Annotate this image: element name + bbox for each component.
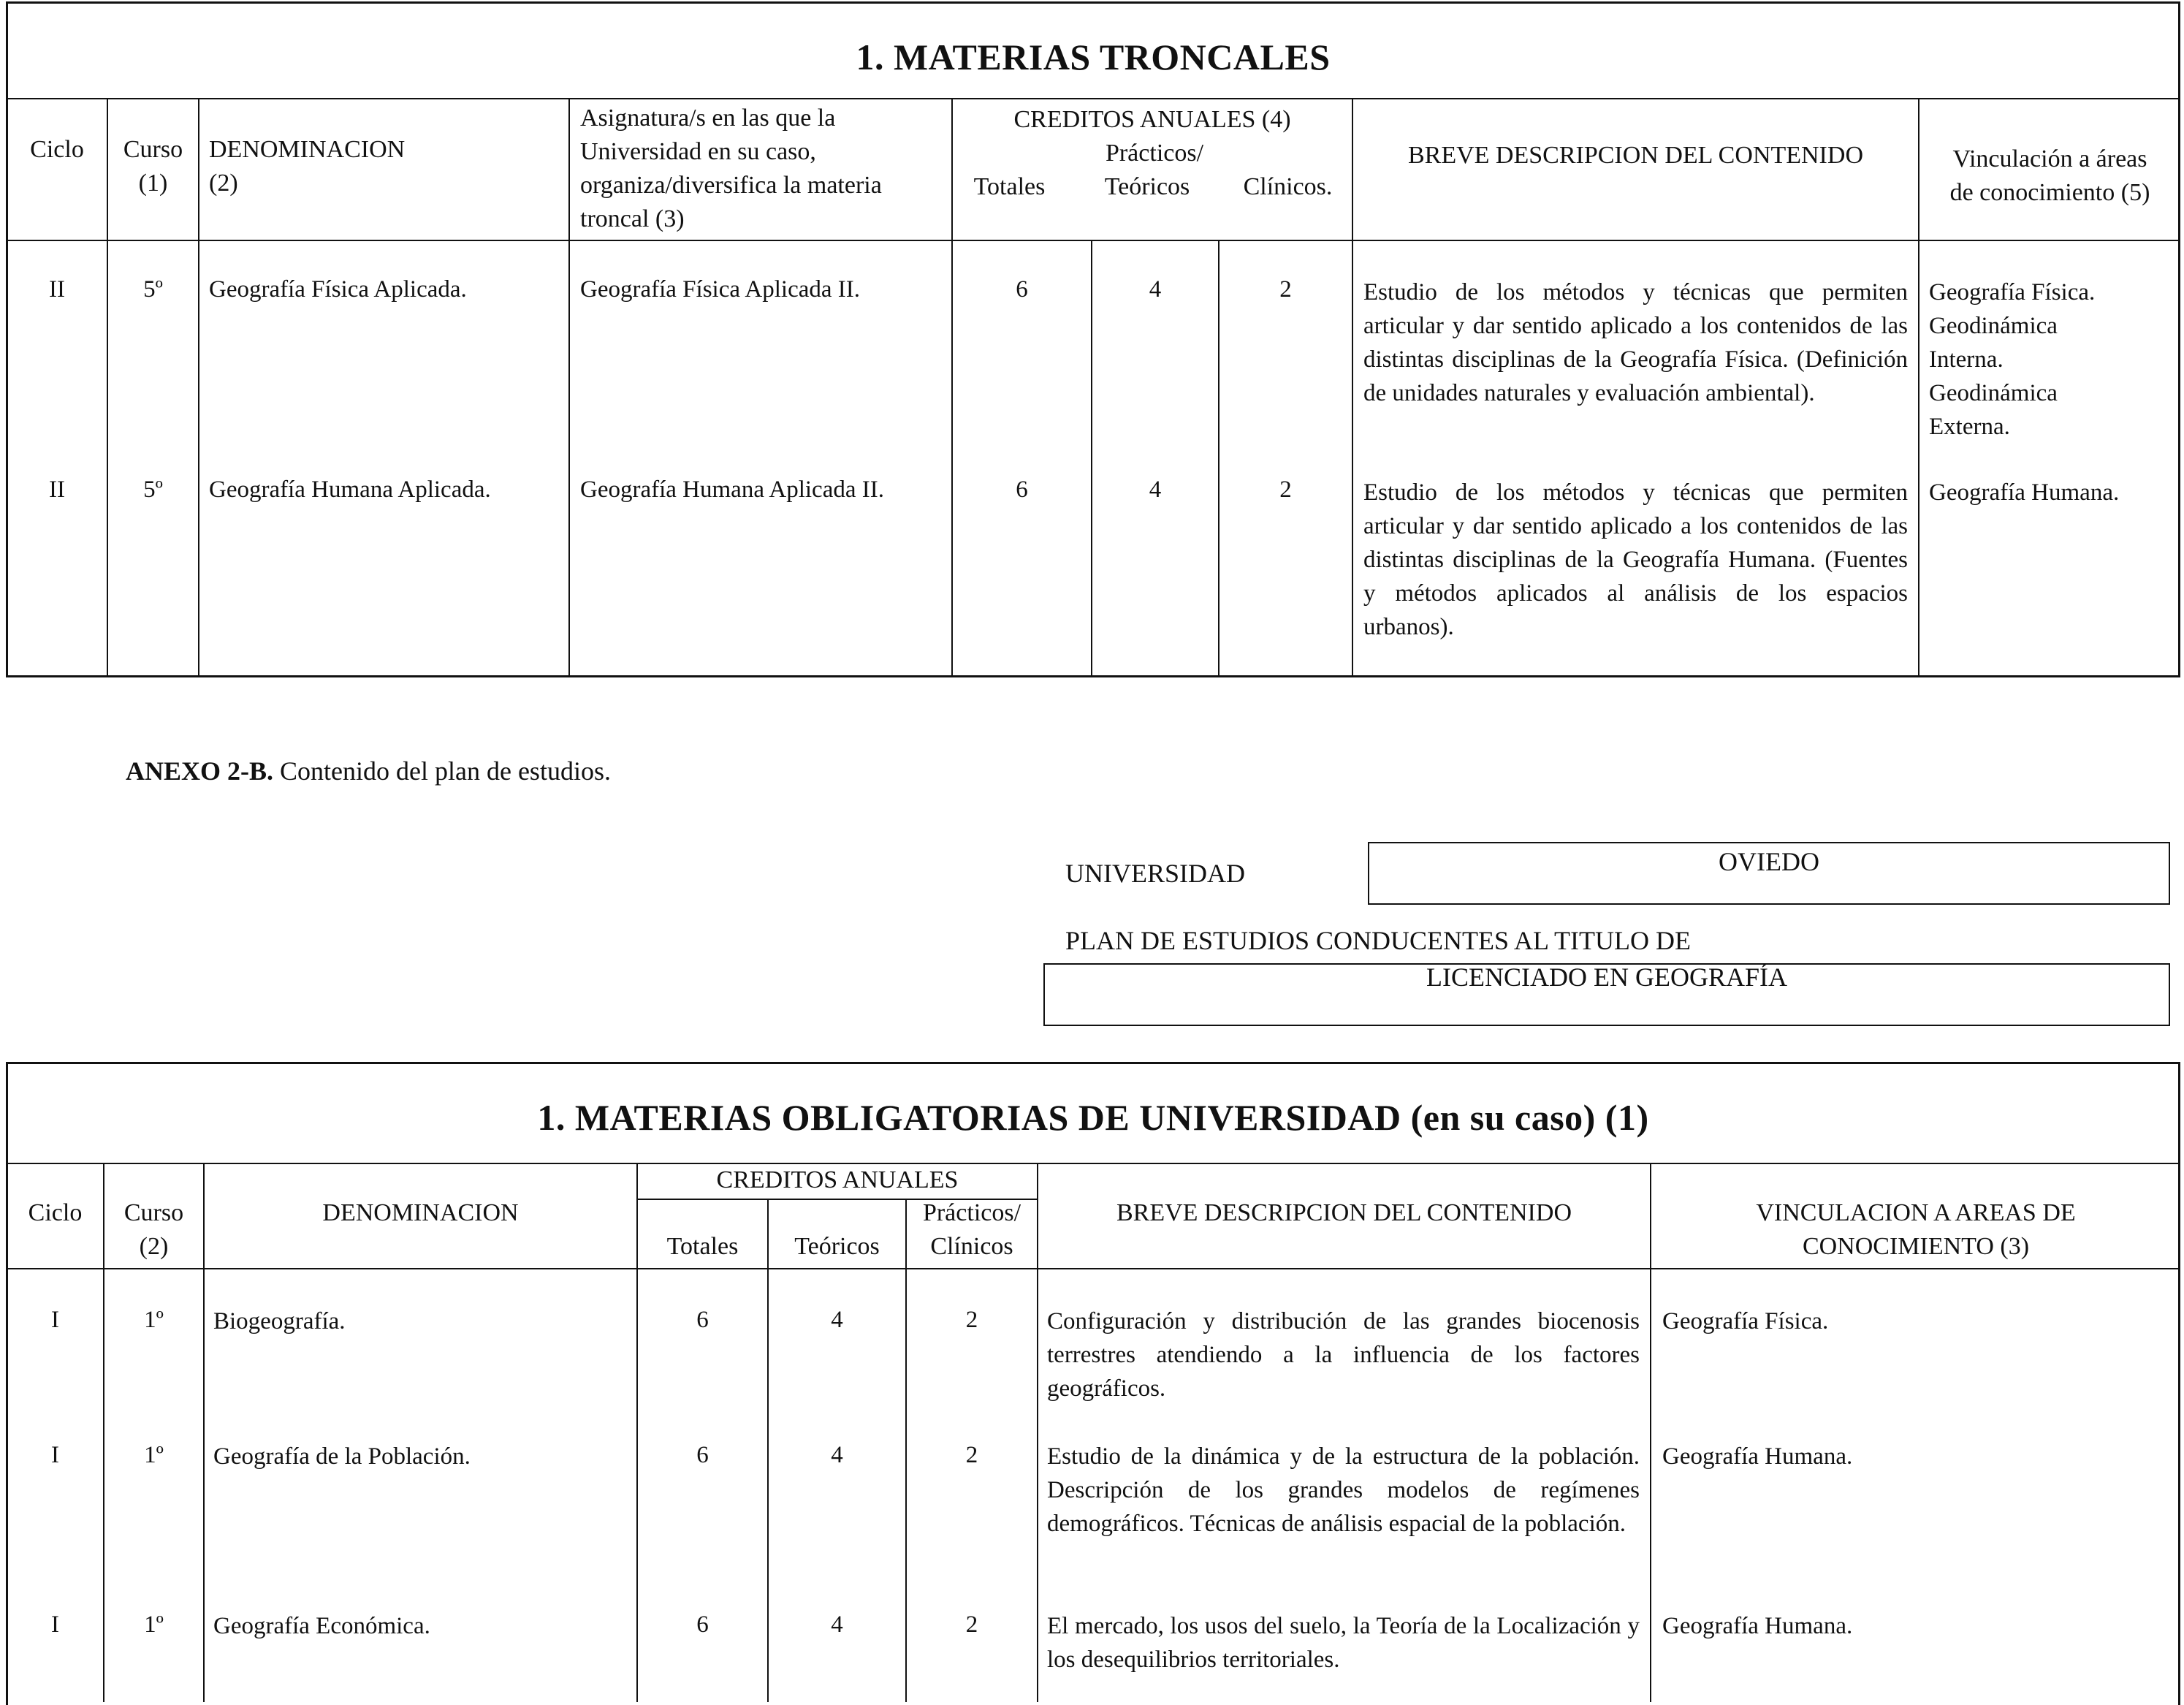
table-row-areas: Geografía Humana.	[1662, 1613, 1853, 1639]
table-row-totales: 6	[696, 1307, 709, 1333]
troncales-title: 1. MATERIAS TRONCALES	[856, 37, 1331, 77]
table-row-curso: 5º	[143, 276, 163, 303]
table-row-teoricos: 4	[831, 1442, 843, 1468]
header-clinicos: Clínicos.	[1243, 173, 1333, 200]
table-row-denominacion: Geografía Humana Aplicada.	[209, 476, 491, 503]
table-row-teoricos: 4	[831, 1611, 843, 1638]
table-row-area-1: Geografía Humana.	[1929, 479, 2120, 506]
table-row-totales: 6	[1016, 476, 1028, 503]
header-vinculacion-2: de conocimiento (5)	[1949, 179, 2150, 206]
obligatorias-title: 1. MATERIAS OBLIGATORIAS DE UNIVERSIDAD (en su caso) (1)	[537, 1097, 1649, 1138]
universidad-label: UNIVERSIDAD	[1065, 859, 1245, 888]
anexo-label: ANEXO 2-B.	[126, 756, 274, 786]
plan-value: LICENCIADO EN GEOGRAFÍA	[1426, 962, 1787, 992]
plan-label: PLAN DE ESTUDIOS CONDUCENTES AL TITULO DE	[1065, 926, 1691, 955]
table-row-descripcion: Estudio de los métodos y técnicas que permiten articular y dar sentido aplicado a los contenidos de las distintas disciplinas de la Geografía Física. (Definición de unidades naturales y evaluación ambiental).	[1363, 279, 1908, 406]
table-row-descripcion: Configuración y distribución de las grandes biocenosis terrestres atendiendo a la influencia de los factores geográficos.	[1047, 1308, 1640, 1402]
table-row-curso: 5º	[143, 476, 163, 503]
header-totales: Totales	[666, 1233, 739, 1260]
header-teoricos: Teóricos	[794, 1233, 880, 1260]
table-row-totales: 6	[696, 1611, 709, 1638]
header-curso-num: (1)	[138, 170, 168, 197]
anexo-heading	[126, 756, 611, 786]
table-row-area-3: Interna.	[1929, 346, 2004, 373]
header-denominacion: DENOMINACION	[209, 136, 406, 163]
header-creditos: CREDITOS ANUALES	[716, 1166, 959, 1193]
table-row-practicos: 2	[965, 1442, 978, 1468]
col-divider	[568, 98, 570, 677]
header-asignaturas-3: organiza/diversifica la materia	[580, 172, 882, 199]
table-row-practicos: 2	[965, 1307, 978, 1333]
col-divider	[1037, 1163, 1038, 1702]
table-row-denominacion: Biogeografía.	[213, 1308, 346, 1334]
header-curso-num: (2)	[139, 1233, 169, 1260]
table-row-curso: 1º	[144, 1442, 164, 1468]
header-asignaturas-2: Universidad en su caso,	[580, 138, 816, 165]
obligatorias-header-top-line	[6, 1163, 2180, 1164]
universidad-field	[1368, 842, 2170, 905]
header-practicos: Prácticos/	[1105, 140, 1204, 167]
table-row-area-4: Geodinámica	[1929, 380, 2058, 406]
table-row-practicos: 2	[965, 1611, 978, 1638]
table-row-curso: 1º	[144, 1611, 164, 1638]
table-row-descripcion: Estudio de los métodos y técnicas que permiten articular y dar sentido aplicado a los contenidos de las distintas disciplinas de la Geografía Humana. (Fuentes y métodos aplicados al análisis de los espacios urbanos).	[1363, 479, 1908, 640]
header-curso: Curso	[123, 136, 183, 163]
table-row-practicos: 2	[1279, 276, 1292, 303]
table-row-area-2: Geodinámica	[1929, 313, 2058, 339]
table-row-practicos: 2	[1279, 476, 1292, 503]
header-practicos: Prácticos/	[922, 1199, 1021, 1226]
table-row-areas: Geografía Humana.	[1662, 1443, 1853, 1470]
table-row-totales: 6	[696, 1442, 709, 1468]
header-ciclo: Ciclo	[28, 1199, 83, 1226]
table-row-teoricos: 4	[1149, 476, 1162, 503]
troncales-subheader-line	[1092, 240, 1352, 241]
header-teoricos: Teóricos	[1104, 173, 1190, 200]
col-divider	[198, 98, 199, 677]
header-ciclo: Ciclo	[30, 136, 84, 163]
col-divider	[203, 1163, 205, 1702]
table-row-ciclo: I	[51, 1442, 59, 1468]
header-totales: Totales	[973, 173, 1046, 200]
table-row-teoricos: 4	[1149, 276, 1162, 303]
table-row-asignatura: Geografía Física Aplicada II.	[580, 276, 861, 303]
troncales-header-top-line	[6, 98, 2180, 99]
universidad-value: OVIEDO	[1719, 847, 1819, 876]
table-row-denominacion: Geografía Económica.	[213, 1613, 430, 1639]
header-clinicos: Clínicos	[930, 1233, 1013, 1260]
header-descripcion: BREVE DESCRIPCION DEL CONTENIDO	[1116, 1199, 1572, 1226]
table-row-denominacion: Geografía de la Población.	[213, 1443, 471, 1470]
table-row-curso: 1º	[144, 1307, 164, 1333]
table-row-descripcion: Estudio de la dinámica y de la estructura de la población. Descripción de los grandes modelos de regímenes demográficos. Técnicas de análisis espacial de la población.	[1047, 1443, 1640, 1537]
table-row-totales: 6	[1016, 276, 1028, 303]
header-descripcion: BREVE DESCRIPCION DEL CONTENIDO	[1407, 142, 1863, 169]
plan-field	[1043, 963, 2170, 1026]
table-row-areas: Geografía Física.	[1662, 1308, 1829, 1334]
col-divider	[1352, 98, 1353, 677]
table-row-ciclo: I	[51, 1611, 59, 1638]
table-row-teoricos: 4	[831, 1307, 843, 1333]
table-row-area-5: Externa.	[1929, 414, 2010, 440]
header-denominacion-num: (2)	[209, 170, 238, 197]
header-vinculacion-1: VINCULACION A AREAS DE	[1756, 1199, 2076, 1226]
obligatorias-header-bottom-line	[6, 1268, 2180, 1269]
header-asignaturas-1: Asignatura/s en las que la	[580, 105, 836, 132]
table-row-ciclo: II	[49, 476, 65, 503]
table-row-ciclo: II	[49, 276, 65, 303]
header-creditos: CREDITOS ANUALES (4)	[1013, 106, 1291, 133]
anexo-text: Contenido del plan de estudios.	[280, 756, 611, 786]
table-row-area-1: Geografía Física.	[1929, 279, 2096, 305]
table-row-asignatura: Geografía Humana Aplicada II.	[580, 476, 884, 503]
table-row-ciclo: I	[51, 1307, 59, 1333]
table-row-denominacion: Geografía Física Aplicada.	[209, 276, 467, 303]
header-vinculacion-1: Vinculación a áreas	[1952, 145, 2147, 172]
table-row-descripcion: El mercado, los usos del suelo, la Teoría de la Localización y los desequilibrios territoriales.	[1047, 1613, 1640, 1673]
header-denominacion: DENOMINACION	[322, 1199, 519, 1226]
header-asignaturas-4: troncal (3)	[580, 205, 685, 232]
header-vinculacion-2: CONOCIMIENTO (3)	[1802, 1233, 2030, 1260]
header-curso: Curso	[123, 1199, 184, 1226]
